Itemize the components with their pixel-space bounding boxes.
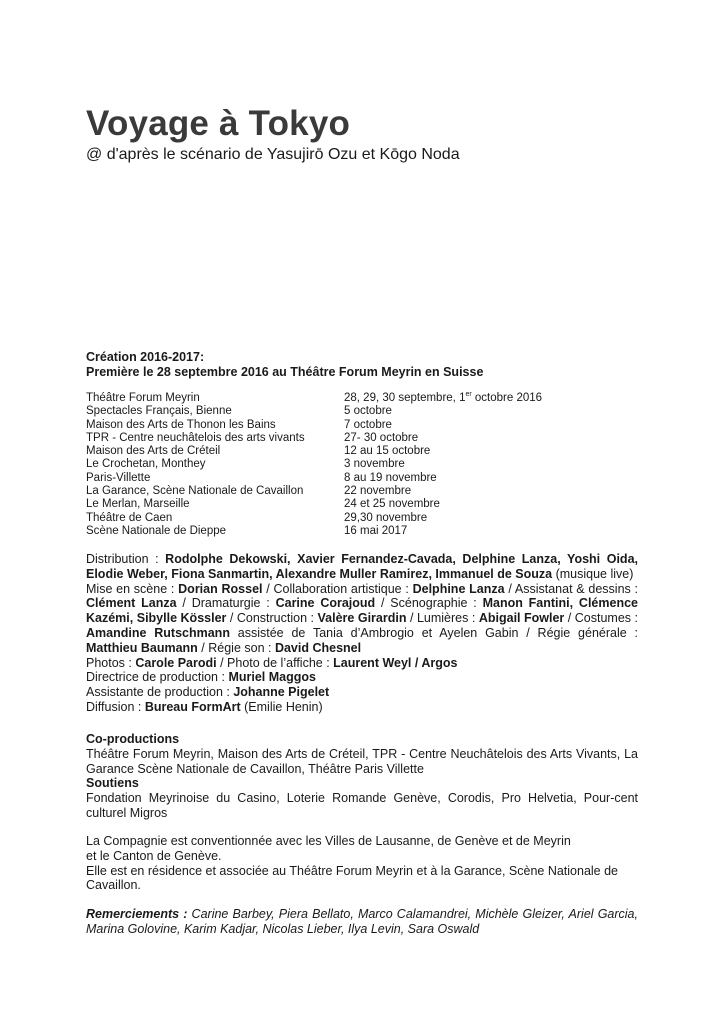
creation-heading: Création 2016-2017: [86,350,205,364]
tour-row [86,458,646,471]
tour-row [86,498,646,511]
tour-venue: Paris-Villette [86,471,151,484]
costumes-note: assistée de Tania d’Ambrogio et Ayelen Gabin / Régie générale : [229,625,638,640]
costumes-label: / Costumes : [564,611,639,626]
tour-dates-text: 22 novembre [344,485,412,498]
tour-dates [344,485,411,498]
collab-name: Delphine Lanza [412,581,505,596]
son-name: David Chesnel [274,640,362,655]
remerciements-block [86,907,638,937]
tour-venue: TPR - Centre neuchâtelois des arts vivants [86,431,305,444]
credits-block [86,552,638,715]
collab-label: / Collaboration artistique : [262,581,413,596]
photos-label: Photos : [86,655,136,670]
premiere-line: Première le 28 septembre 2016 au Théâtre Forum Meyrin en Suisse [86,365,484,379]
photos-name: Carole Parodi [135,655,217,670]
page-title: Voyage à Tokyo [86,104,351,143]
drama-name: Carine Corajoud [275,596,376,611]
assistante-line [86,685,638,700]
regie-name: Matthieu Baumann [86,640,198,655]
tour-row [86,392,646,405]
photos-line [86,656,638,671]
coproductions-text: Théâtre Forum Meyrin, Maison des Arts de Créteil, TPR - Centre Neuchâtelois des Arts Vivants, La Garance Scène Nationale de Cavaillon, Théâtre Paris Villette [86,746,638,776]
distribution-names: Rodolphe Dekowski, Xavier Fernandez-Cavada, Delphine Lanza, Yoshi Oida, Elodie Weber, Fiona Sanmartin, Alexandre Muller Ramirez, Immanuel de Souza [86,552,638,581]
tour-dates [344,472,437,485]
tour-dates-text: 27- 30 octobre [344,431,419,444]
tour-venue: Théâtre de Caen [86,511,173,524]
tour-dates-sup: er [465,391,472,398]
tour-dates-text: 3 novembre [344,458,405,471]
soutiens-heading: Soutiens [86,776,139,791]
direction-line [86,670,638,685]
compagnie-line-2: et le Canton de Genève. [86,848,222,863]
lumieres-label: / Lumières : [406,611,479,626]
affiche-name: Laurent Weyl / Argos [333,655,458,670]
costumes-name: Amandine Rutschmann [86,625,230,640]
tour-dates [344,392,542,405]
diffusion-line [86,700,638,715]
tour-row [86,405,646,418]
assistante-name: Johanne Pigelet [233,685,330,700]
tour-dates [344,525,407,538]
direction-name: Muriel Maggos [228,670,316,685]
tour-dates-text: 8 au 19 novembre [344,471,437,484]
tour-dates [344,512,427,525]
compagnie-block [86,834,638,893]
page-subtitle: @ d'après le scénario de Yasujirō Ozu et Kōgo Noda [86,146,460,163]
diffusion-note: (Emilie Henin) [240,699,323,714]
compagnie-line-4: Cavaillon. [86,878,141,893]
tour-dates [344,498,440,511]
tour-row [86,472,646,485]
diffusion-label: Diffusion : [86,699,145,714]
coproductions-block [86,732,638,821]
compagnie-line-1: La Compagnie est conventionnée avec les Villes de Lausanne, de Genève et de Meyrin [86,834,571,848]
tour-venue: La Garance, Scène Nationale de Cavaillon [86,485,304,498]
tour-venue: Maison des Arts de Créteil [86,445,221,458]
assist-name: Clément Lanza [86,596,177,611]
distribution-paragraph [86,552,638,582]
remerciements-text: Carine Barbey, Piera Bellato, Marco Calamandrei, Michèle Gleizer, Ariel Garcia, Marina Golovine, Karim Kadjar, Nicolas Lieber, Ilya Levin, Sara Oswald [86,907,638,936]
compagnie-line-3: Elle est en résidence et associée au Théâtre Forum Meyrin et à la Garance, Scène Nationale de [86,863,619,878]
scenography-label: / Scénographie : [375,596,483,611]
tour-row [86,445,646,458]
tour-dates-text: 12 au 15 octobre [344,445,431,458]
scenography-names: Manon Fantini, Clémence Kazémi, Sibylle Kössler [86,596,638,626]
tour-dates-text-end: octobre 2016 [471,392,543,404]
remerciements-label: Remerciements : [86,907,192,921]
tour-row [86,525,646,538]
tour-venue: Le Merlan, Marseille [86,498,190,511]
tour-venue: Théâtre Forum Meyrin [86,392,200,404]
diffusion-name: Bureau FormArt [144,699,241,714]
tour-venue: Maison des Arts de Thonon les Bains [86,418,276,431]
tour-dates-text: 5 octobre [344,405,392,418]
affiche-label: / Photo de l’affiche : [216,655,334,670]
tour-dates-text: 7 octobre [344,418,392,431]
distribution-label: Distribution : [86,552,166,566]
direction-label: Directrice de production : [86,670,229,685]
distribution-note: (musique live) [552,566,634,581]
assist-label: / Assistanat & dessins : [504,581,638,596]
tour-dates-text: 29,30 novembre [344,511,428,524]
assistante-label: Assistante de production : [86,685,234,700]
construction-name: Valère Girardin [317,611,407,626]
tour-dates-text: 16 mai 2017 [344,524,408,537]
tour-dates-text: 28, 29, 30 septembre, 1 [344,392,466,404]
tour-row [86,432,646,445]
tour-dates [344,405,392,418]
tour-row [86,419,646,432]
tour-dates [344,445,430,458]
tour-venue: Scène Nationale de Dieppe [86,524,227,537]
lumieres-name: Abigail Fowler [478,611,565,626]
team-paragraph [86,582,638,656]
tour-dates [344,419,392,432]
coproductions-heading: Co-productions [86,732,180,746]
tour-row [86,485,646,498]
drama-label: / Dramaturgie : [176,596,276,611]
tour-venue: Le Crochetan, Monthey [86,458,206,471]
mise-label: Mise en scène : [86,581,179,596]
tour-row [86,512,646,525]
tour-venue: Spectacles Français, Bienne [86,405,232,418]
son-label: / Régie son : [197,640,275,655]
tour-dates [344,458,405,471]
tour-dates-table [86,392,646,538]
tour-dates [344,432,418,445]
tour-dates-text: 24 et 25 novembre [344,498,440,511]
construction-label: / Construction : [226,611,318,626]
mise-name: Dorian Rossel [178,581,263,596]
soutiens-text: Fondation Meyrinoise du Casino, Loterie Romande Genève, Corodis, Pro Helvetia, Pour-cent culturel Migros [86,791,638,820]
